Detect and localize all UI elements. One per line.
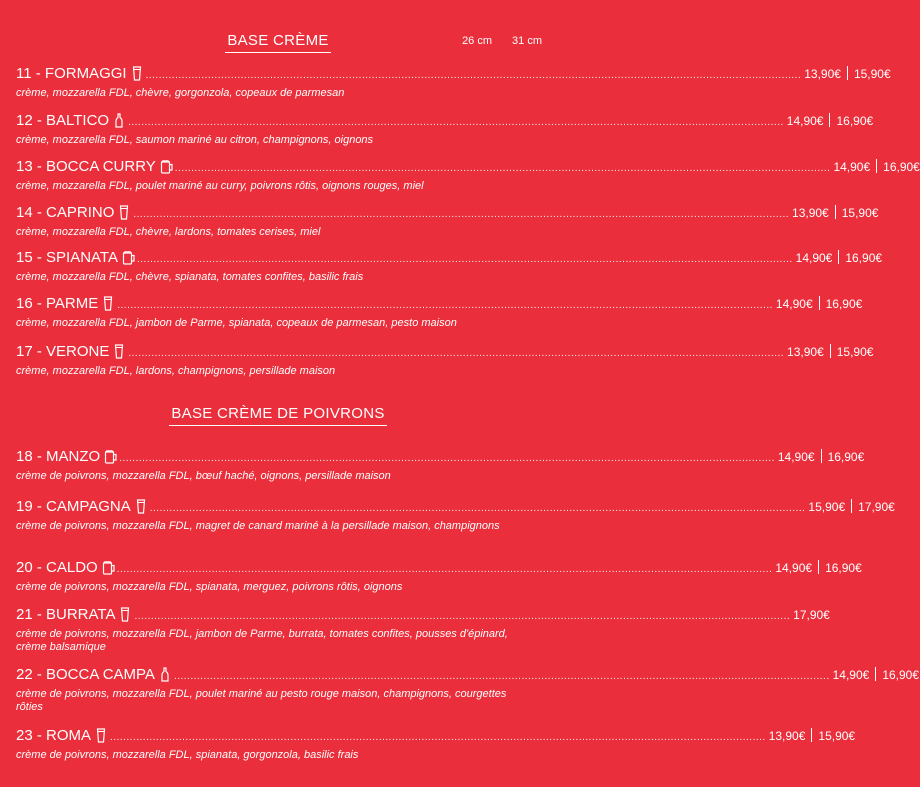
price-divider (835, 205, 836, 219)
menu-item (16, 203, 879, 239)
menu-item (16, 447, 865, 483)
bottle-icon (159, 667, 171, 681)
price-26cm: 13,90€ (804, 67, 841, 81)
dot-leader: ........................................................................................................................................................................................................ (128, 117, 784, 128)
price-26cm: 14,90€ (775, 297, 813, 311)
price-divider (838, 250, 839, 264)
pizza-description: crème, mozzarella FDL, chèvre, spianata, tomates confites, basilic frais (16, 271, 364, 283)
price-divider (875, 667, 876, 681)
price-divider (830, 344, 831, 358)
dot-leader: ........................................................................................................................................................................................................ (110, 732, 766, 743)
dot-leader: ........................................................................................................................................................................................................ (149, 503, 806, 514)
price-31cm: 15,90€ (853, 67, 891, 81)
pizza-description: crème, mozzarella FDL, lardons, champignons, persillade maison (16, 365, 336, 377)
beer-glass-icon (131, 66, 143, 80)
pizza-description: crème de poivrons, mozzarella FDL, poulet mariné au pesto rouge maison, champignons, courgettes rôties (16, 688, 507, 713)
price-31cm: 16,90€ (882, 668, 920, 682)
price-31cm: 15,90€ (818, 729, 856, 743)
beer-glass-icon (95, 728, 107, 742)
price-31cm: 15,90€ (841, 206, 879, 220)
price-group (796, 248, 882, 267)
section-title-text: BASE CRÈME DE POIVRONS (169, 405, 386, 426)
menu-item-row (16, 605, 830, 626)
price-26cm: 14,90€ (775, 561, 813, 575)
beer-glass-icon (135, 499, 147, 513)
pizza-name: 12 - BALTICO (16, 112, 110, 129)
price-group (769, 726, 855, 745)
price-divider (876, 159, 877, 173)
price-divider (829, 113, 830, 127)
section-title-text: BASE CRÈME (225, 32, 330, 53)
price-26cm: 14,90€ (777, 450, 815, 464)
pizza-name: 11 - FORMAGGI (16, 65, 127, 82)
dot-leader: ........................................................................................................................................................................................................ (128, 348, 785, 359)
menu-item (16, 665, 920, 714)
price-group (793, 606, 830, 624)
dot-leader: ........................................................................................................................................................................................................ (119, 453, 775, 464)
price-group (775, 558, 861, 577)
menu-item-row (16, 203, 879, 224)
pizza-description: crème de poivrons, mozzarella FDL, spianata, gorgonzola, basilic frais (16, 749, 359, 761)
menu-item (16, 605, 830, 654)
beer-mug-icon (104, 449, 116, 463)
menu-item (16, 558, 862, 594)
pizza-name: 15 - SPIANATA (16, 249, 118, 266)
dot-leader: ........................................................................................................................................................................................................ (173, 671, 830, 682)
pizza-description: crème de poivrons, mozzarella FDL, bœuf haché, oignons, persillade maison (16, 470, 391, 482)
price-group (833, 665, 919, 684)
price-31cm: 16,90€ (825, 561, 862, 575)
pizza-description: crème, mozzarella FDL, jambon de Parme, spianata, copeaux de parmesan, pesto maison (16, 317, 457, 329)
menu-item-row (16, 342, 874, 363)
dot-leader: ........................................................................................................................................................................................................ (116, 564, 773, 575)
price-divider (851, 499, 852, 513)
price-26cm: 15,90€ (808, 500, 846, 514)
beer-glass-icon (102, 296, 114, 310)
price-divider (819, 296, 820, 310)
price-divider (811, 728, 812, 742)
dot-leader: ........................................................................................................................................................................................................ (133, 209, 790, 220)
pizza-description: crème, mozzarella FDL, poulet mariné au curry, poivrons rôtis, oignons rouges, miel (16, 180, 424, 192)
price-26cm: 14,90€ (786, 114, 824, 128)
menu-item (16, 248, 883, 284)
menu-item-row (16, 447, 865, 468)
menu-item (16, 64, 891, 100)
dot-leader: ........................................................................................................................................................................................................ (134, 611, 791, 622)
price-26cm: 13,90€ (768, 729, 806, 743)
price-26cm: 14,90€ (795, 251, 833, 265)
price-group (833, 157, 919, 176)
menu-item (16, 294, 863, 330)
beer-mug-icon (160, 159, 172, 173)
price-31cm: 17,90€ (793, 608, 830, 622)
price-31cm: 16,90€ (836, 114, 874, 128)
menu-item (16, 726, 856, 762)
price-26cm: 13,90€ (787, 345, 824, 359)
price-divider (847, 66, 848, 80)
pizza-name: 17 - VERONE (16, 343, 110, 360)
pizza-name: 14 - CAPRINO (16, 204, 115, 221)
beer-glass-icon (118, 205, 130, 219)
pizza-name: 20 - CALDO (16, 559, 98, 576)
bottle-icon (113, 113, 125, 127)
price-26cm: 13,90€ (792, 206, 829, 220)
pizza-name: 16 - PARME (16, 295, 99, 312)
menu-item-row (16, 294, 863, 315)
menu-item-row (16, 497, 895, 518)
beer-mug-icon (122, 250, 134, 264)
pizza-name: 19 - CAMPAGNA (16, 498, 131, 515)
size-small-label: 26 cm (462, 35, 493, 47)
price-group (808, 497, 894, 516)
menu-item (16, 157, 920, 193)
pizza-name: 22 - BOCCA CAMPA (16, 666, 155, 683)
price-31cm: 16,90€ (883, 160, 920, 174)
size-header (462, 35, 542, 47)
dot-leader: ........................................................................................................................................................................................................ (117, 300, 773, 311)
price-group (792, 203, 878, 222)
price-31cm: 16,90€ (827, 450, 865, 464)
menu-item-row (16, 558, 862, 579)
beer-glass-icon (119, 607, 131, 621)
size-large-label: 31 cm (512, 35, 542, 47)
pizza-name: 23 - ROMA (16, 727, 92, 744)
menu-item-row (16, 248, 883, 269)
pizza-name: 21 - BURRATA (16, 606, 116, 623)
dot-leader: ........................................................................................................................................................................................................ (145, 70, 802, 81)
pizza-description: crème, mozzarella FDL, chèvre, lardons, tomates cerises, miel (16, 226, 321, 238)
price-26cm: 14,90€ (832, 668, 870, 682)
dot-leader: ........................................................................................................................................................................................................ (136, 254, 793, 265)
price-31cm: 16,90€ (825, 297, 863, 311)
pizza-description: crème, mozzarella FDL, chèvre, gorgonzola, copeaux de parmesan (16, 87, 345, 99)
price-divider (818, 560, 819, 574)
price-group (804, 64, 890, 83)
price-divider (821, 449, 822, 463)
menu-item-row (16, 726, 856, 747)
dot-leader: ........................................................................................................................................................................................................ (174, 163, 831, 174)
pizza-description: crème de poivrons, mozzarella FDL, jambon de Parme, burrata, tomates confites, pousses d'épinard, crème balsamique (16, 628, 508, 653)
menu-item (16, 111, 874, 147)
price-31cm: 16,90€ (845, 251, 883, 265)
pizza-description: crème de poivrons, mozzarella FDL, spianata, merguez, poivrons rôtis, oignons (16, 581, 403, 593)
pizza-name: 18 - MANZO (16, 448, 101, 465)
beer-glass-icon (113, 344, 125, 358)
menu-item (16, 497, 895, 533)
menu-item-row (16, 665, 920, 686)
menu-item-row (16, 157, 920, 178)
section-title-base-creme-poivrons (0, 405, 556, 426)
pizza-description: crème, mozzarella FDL, saumon mariné au citron, champignons, oignons (16, 134, 374, 146)
pizza-description: crème de poivrons, mozzarella FDL, magret de canard mariné à la persillade maison, champignons (16, 520, 500, 532)
price-group (787, 342, 873, 361)
price-group (787, 111, 873, 130)
menu-item (16, 342, 874, 378)
price-31cm: 15,90€ (836, 345, 874, 359)
price-group (778, 447, 864, 466)
price-26cm: 14,90€ (833, 160, 871, 174)
pizza-name: 13 - BOCCA CURRY (16, 158, 156, 175)
price-31cm: 17,90€ (858, 500, 895, 514)
price-group (776, 294, 862, 313)
beer-mug-icon (102, 560, 114, 574)
menu-item-row (16, 64, 891, 85)
menu-item-row (16, 111, 874, 132)
